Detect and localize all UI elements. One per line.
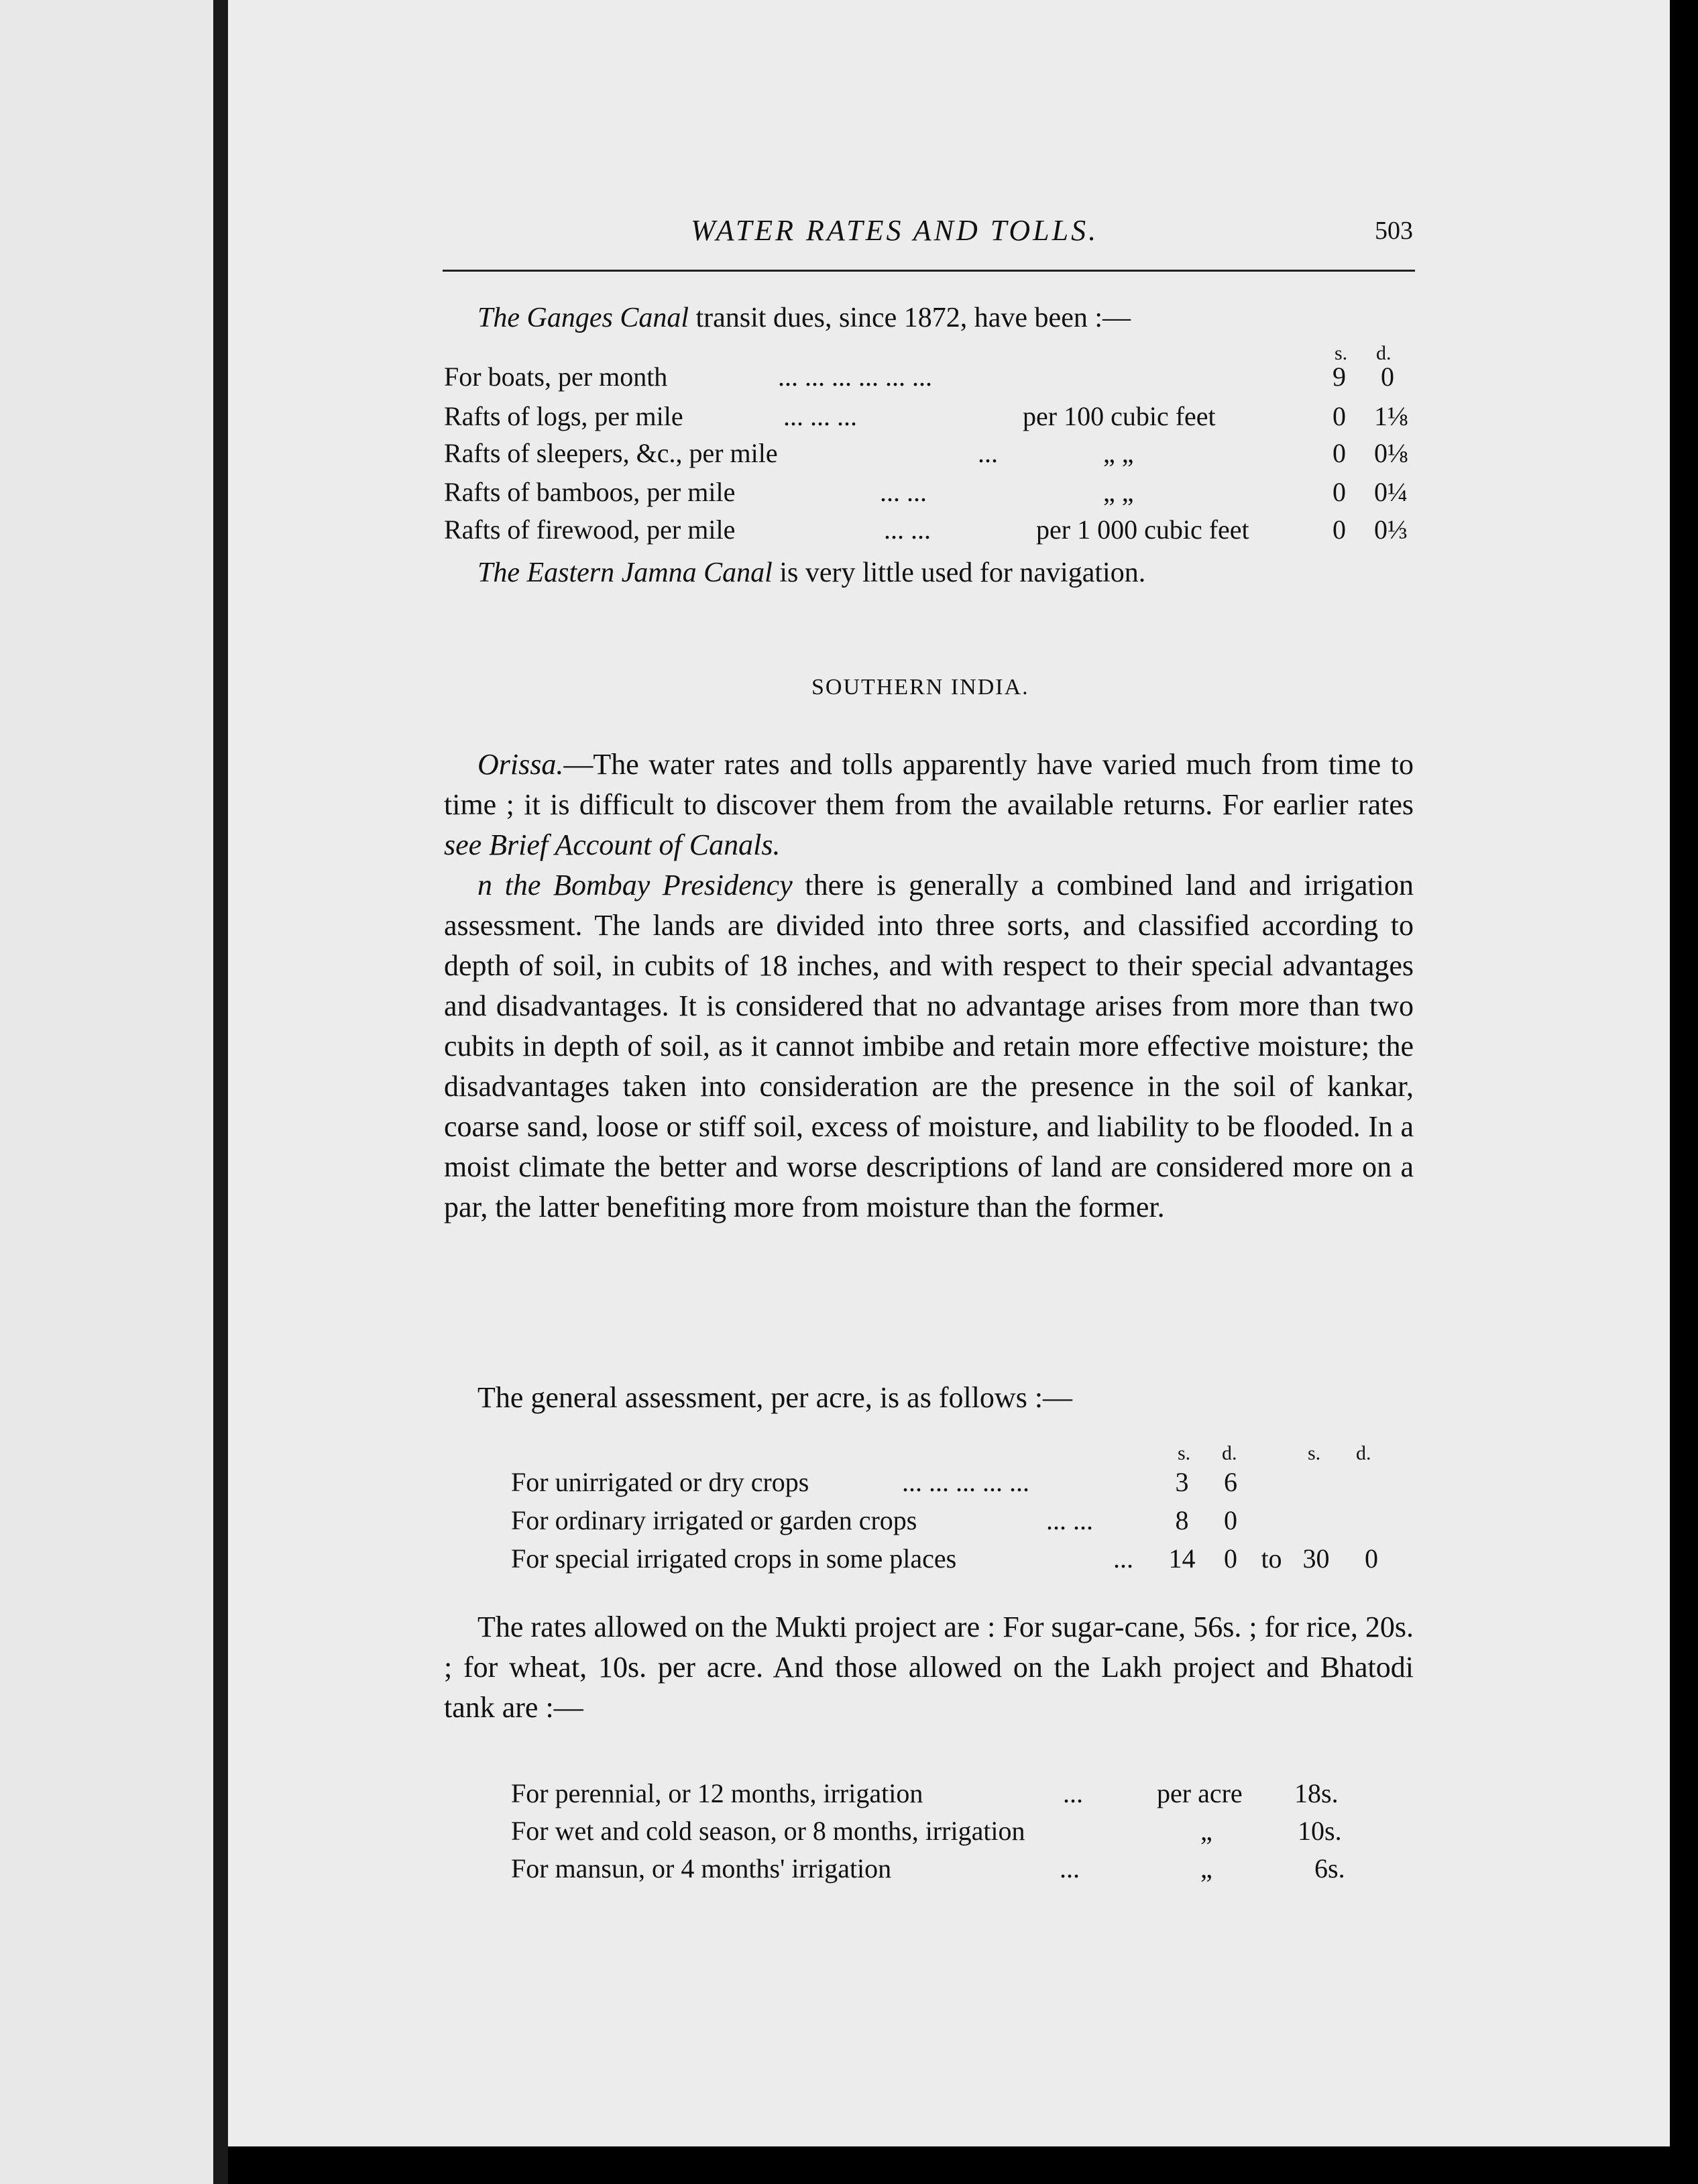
orissa-see: see Brief Account of Canals. [444,828,781,861]
lakh-row-unit: per acre [1157,1778,1243,1808]
ganges-intro [477,302,1131,334]
ganges-intro-text: transit dues, since 1872, have been :— [689,303,1131,333]
scan-border-right [1670,0,1698,2184]
section-heading: SOUTHERN INDIA. [811,675,1029,700]
ganges-row-leader: ... ... ... [783,401,857,431]
assessment-row-label: For special irrigated crops in some places [511,1543,957,1574]
ganges-row-unit: per 1 000 cubic feet [1036,514,1249,545]
orissa-paragraph [444,745,1414,865]
ganges-row-s: 0 [1333,477,1346,507]
ganges-row-s: 0 [1333,401,1346,431]
assessment-row-label: For unirrigated or dry crops [511,1467,809,1497]
ganges-row-label: Rafts of sleepers, &c., per mile [444,438,778,468]
orissa-lead: Orissa. [477,748,564,781]
ganges-col-s: s. [1335,342,1348,364]
assessment-row-s: 14 [1168,1543,1196,1574]
ganges-row-label: Rafts of bamboos, per mile [444,477,736,507]
eastern-jamna-note [477,557,1145,589]
lakh-row-leader: ... [1063,1778,1083,1808]
lakh-row-rate: 6s. [1314,1853,1345,1883]
ganges-row-d: 0⅛ [1374,438,1408,468]
ganges-row-unit: „ „ [1103,477,1134,507]
assessment-row-s: 3 [1175,1467,1189,1497]
ganges-row-leader: ... [978,438,998,468]
assessment-intro: The general assessment, per acre, is as follows :— [477,1381,1073,1414]
assessment-row-leader: ... ... [1046,1505,1093,1535]
left-page-edge [0,0,213,2184]
mukti-paragraph: The rates allowed on the Mukti project are : For sugar-cane, 56s. ; for rice, 20s. ; for wheat, 10s. per acre. And those allowed on the Lakh project and Bhatodi tank are :— [444,1610,1414,1724]
lakh-row-label: For wet and cold season, or 8 months, irrigation [511,1816,1025,1846]
lakh-row-label: For perennial, or 12 months, irrigation [511,1778,923,1808]
ganges-row-d: 0⅓ [1374,514,1408,545]
assessment-col-d2: d. [1356,1442,1371,1464]
ganges-row-d: 0¼ [1374,477,1408,507]
ganges-row-leader: ... ... ... ... ... ... [778,362,932,392]
bombay-paragraph [444,865,1414,1227]
assessment-row-label: For ordinary irrigated or garden crops [511,1505,917,1535]
ganges-row-d: 1⅛ [1374,401,1408,431]
scan-border-bottom [228,2146,1698,2184]
ganges-row-unit: per 100 cubic feet [1023,401,1216,431]
orissa-text: —The water rates and tolls apparently have varied much from time to time ; it is difficult to discover them from the available returns. For earlier rates [444,748,1414,821]
bombay-lead: n the Bombay Presidency [477,869,793,902]
assessment-row-d: 6 [1224,1467,1237,1497]
ganges-row-s: 9 [1333,362,1346,392]
ganges-row-s: 0 [1333,438,1346,468]
ganges-row-s: 0 [1333,514,1346,545]
assessment-row-s2: 30 [1302,1543,1330,1574]
book-gutter [213,0,228,2184]
bombay-text: there is generally a combined land and irrigation assessment. The lands are divided into three sorts, and classified according to depth of soil, in cubits of 18 inches, and with respect to their special advantages and disadvantages. It is considered that no advantage arises from more than two cubits in depth of soil, as it cannot imbibe and retain more effective moisture; the disadvantages taken into consideration are the presence in the soil of kankar, coarse sand, loose or stiff soil, excess of moisture, and liability to be flooded. In a moist climate the better and worse descriptions of land are considered more on a par, the latter benefiting more from moisture than the former. [444,869,1414,1223]
assessment-row-d: 0 [1224,1543,1237,1574]
assessment-row-to: to [1261,1543,1282,1574]
ganges-row-leader: ... ... [884,514,931,545]
lakh-row-leader: ... [1060,1853,1080,1883]
header-rule [443,270,1415,272]
eastern-jamna-text: is very little used for navigation. [772,557,1146,588]
ganges-row-label: Rafts of firewood, per mile [444,514,736,545]
ganges-row-label: Rafts of logs, per mile [444,401,683,431]
ganges-row-unit: „ „ [1103,438,1134,468]
ganges-row-d: 0 [1381,362,1394,392]
running-header: WATER RATES AND TOLLS. [691,214,1099,247]
ganges-row-leader: ... ... [880,477,927,507]
assessment-row-d: 0 [1224,1505,1237,1535]
lakh-row-label: For mansun, or 4 months' irrigation [511,1853,892,1883]
assessment-row-d2: 0 [1365,1543,1378,1574]
lakh-row-unit: „ [1200,1853,1212,1883]
lakh-row-rate: 10s. [1298,1816,1342,1846]
lakh-row-rate: 18s. [1294,1778,1339,1808]
assessment-col-d: d. [1222,1442,1237,1464]
ganges-col-d: d. [1376,342,1392,364]
assessment-row-leader: ... [1113,1543,1133,1574]
lakh-row-unit: „ [1200,1816,1212,1846]
page-number: 503 [1375,217,1413,245]
ganges-row-label: For boats, per month [444,362,668,392]
assessment-row-s: 8 [1175,1505,1189,1535]
eastern-jamna-name: The Eastern Jamna Canal [477,557,773,588]
ganges-canal-name: The Ganges Canal [477,303,689,333]
assessment-row-leader: ... ... ... ... ... [902,1467,1029,1497]
assessment-col-s2: s. [1308,1442,1321,1464]
assessment-col-s: s. [1178,1442,1191,1464]
